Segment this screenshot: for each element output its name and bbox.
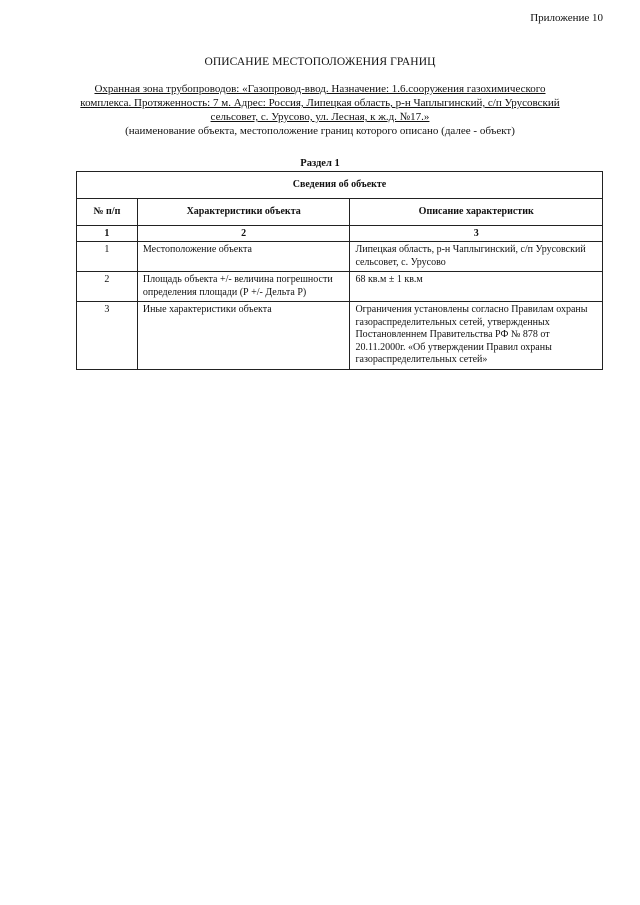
column-header-characteristic: Характеристики объекта — [137, 199, 350, 226]
column-number-2: 2 — [137, 226, 350, 242]
document-title: ОПИСАНИЕ МЕСТОПОЛОЖЕНИЯ ГРАНИЦ — [204, 56, 436, 68]
row-description: Ограничения установлены согласно Правилам охраны газораспределительных сетей, утвержденных Постановленнем Правительства РФ № 878 от 20.11.2000г. «Об утверждении Правил охраны газораспределительных сетей» — [350, 302, 603, 370]
row-number: 2 — [77, 272, 138, 302]
table-header-row — [77, 199, 603, 226]
row-characteristic: Местоположение объекта — [137, 242, 350, 272]
row-number: 1 — [77, 242, 138, 272]
row-characteristic: Площадь объекта +/- величина погрешности определения площади (Р +/- Дельта Р) — [137, 272, 350, 302]
column-number-3: 3 — [350, 226, 603, 242]
table-row — [77, 242, 603, 272]
row-description: Липецкая область, р-н Чаплыгинский, с/п Урусовский сельсовет, с. Урусово — [350, 242, 603, 272]
column-header-number: № п/п — [77, 199, 138, 226]
table-row — [77, 302, 603, 370]
object-caption: (наименование объекта, местоположение границ которого описано (далее - объект) — [125, 125, 515, 137]
section-label: Раздел 1 — [300, 158, 340, 169]
column-numbers-row — [77, 226, 603, 242]
object-name-text: Охранная зона трубопроводов: «Газопровод-ввод. Назначение: 1.6.сооружения газохимического комплекса. Протяженность: 7 м. Адрес: Россия, Липецкая область, р-н Чаплыгинский, с/п Урусовский сельсовет, с. Урусово, ул. Лесная, к ж.д. №17.» — [80, 83, 560, 123]
row-characteristic: Иные характеристики объекта — [137, 302, 350, 370]
appendix-label: Приложение 10 — [530, 12, 603, 24]
row-number: 3 — [77, 302, 138, 370]
row-description: 68 кв.м ± 1 кв.м — [350, 272, 603, 302]
table-caption: Сведения об объекте — [77, 172, 603, 199]
table-caption-row — [77, 172, 603, 199]
object-description — [80, 82, 560, 138]
column-header-description: Описание характеристик — [350, 199, 603, 226]
column-number-1: 1 — [77, 226, 138, 242]
object-info-table — [76, 171, 603, 370]
table-row — [77, 272, 603, 302]
